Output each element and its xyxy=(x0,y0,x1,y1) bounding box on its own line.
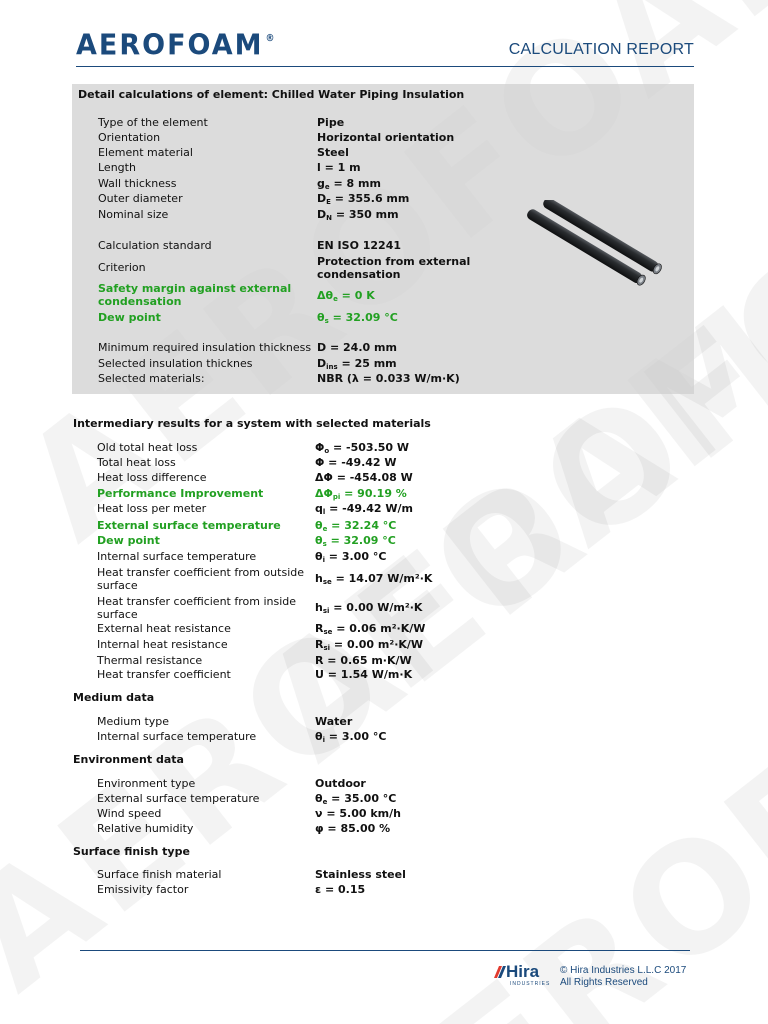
hira-mark-icon xyxy=(492,964,506,980)
medium-heading: Medium data xyxy=(73,691,155,704)
detail-heading: Detail calculations of element: Chilled Water Piping Insulation xyxy=(78,88,465,101)
environment-label: Relative humidity xyxy=(97,822,194,835)
detail-label: Dew point xyxy=(98,311,161,324)
surface-label: Emissivity factor xyxy=(97,883,189,896)
medium-label: Medium type xyxy=(97,715,170,728)
detail-label: Type of the element xyxy=(98,116,208,129)
detail-value: $D_{ins} = 25$ mm xyxy=(317,357,397,371)
detail-label: Selected insulation thicknes xyxy=(98,357,253,370)
detail-value: Pipe xyxy=(317,116,345,129)
medium-label: Internal surface temperature xyxy=(97,730,257,743)
detail-label: Wall thickness xyxy=(98,177,177,190)
header-divider xyxy=(76,66,694,67)
environment-value: ν = 5.00 km/h xyxy=(315,807,401,820)
result-label: Old total heat loss xyxy=(97,441,198,454)
result-label: Heat transfer coefficient from inside surface xyxy=(97,595,297,621)
detail-label: Length xyxy=(98,161,136,174)
environment-value: $\theta_e = 35.00$ °C xyxy=(315,792,397,806)
result-value: $h_{si} = 0.00$ W/m²·K xyxy=(315,601,423,615)
environment-value: φ = 85.00 % xyxy=(315,822,391,835)
surface-value: ε = 0.15 xyxy=(315,883,366,896)
environment-value: Outdoor xyxy=(315,777,366,790)
result-label: External heat resistance xyxy=(97,622,231,635)
detail-label: Outer diameter xyxy=(98,192,183,205)
detail-value: $D_E = 355.6$ mm xyxy=(317,192,410,206)
detail-value: Horizontal orientation xyxy=(317,131,455,144)
report-title: CALCULATION REPORT xyxy=(508,41,694,58)
detail-value: NBR (λ = 0.033 W/m·K) xyxy=(317,372,460,385)
result-value: $\Delta\Phi_{pi} = 90.19$ % xyxy=(315,487,407,501)
environment-heading: Environment data xyxy=(73,753,184,766)
result-label: Heat transfer coefficient xyxy=(97,668,231,681)
aerofoam-logo xyxy=(76,29,275,62)
surface-heading: Surface finish type xyxy=(73,845,190,858)
medium-value: $\theta_i = 3.00$ °C xyxy=(315,730,387,744)
detail-value: EN ISO 12241 xyxy=(317,239,402,252)
result-value: $\Phi_o = -503.50$ W xyxy=(315,441,410,455)
detail-label: Minimum required insulation thickness xyxy=(98,341,312,354)
environment-label: Wind speed xyxy=(97,807,162,820)
result-value: $\theta_e = 32.24$ °C xyxy=(315,519,397,533)
detail-label: Criterion xyxy=(98,261,146,274)
result-label: Internal surface temperature xyxy=(97,550,257,563)
result-value: $\theta_s = 32.09$ °C xyxy=(315,534,396,548)
rights-line: All Rights Reserved xyxy=(560,977,648,988)
result-value: $\theta_i = 3.00$ °C xyxy=(315,550,387,564)
medium-value: Water xyxy=(315,715,353,728)
logo-text: AEROFOAM xyxy=(76,29,264,62)
result-label: External surface temperature xyxy=(97,519,281,532)
detail-value: D = 24.0 mm xyxy=(317,341,397,354)
result-label: Total heat loss xyxy=(97,456,176,469)
detail-value: $\theta_s = 32.09$ °C xyxy=(317,311,398,325)
registered-mark: ® xyxy=(265,33,275,44)
detail-label: Nominal size xyxy=(98,208,169,221)
result-label: Heat loss per meter xyxy=(97,502,207,515)
detail-label: Safety margin against external condensation xyxy=(98,282,292,308)
result-value: ΔΦ = -454.08 W xyxy=(315,471,413,484)
copyright-line: © Hira Industries L.L.C 2017 xyxy=(560,965,687,976)
environment-label: Environment type xyxy=(97,777,196,790)
hira-wordmark: Hira xyxy=(506,962,540,981)
copyright xyxy=(560,965,686,989)
result-value: $R_{se} = 0.06$ m²·K/W xyxy=(315,622,426,636)
result-label: Dew point xyxy=(97,534,160,547)
intermediary-heading: Intermediary results for a system with selected materials xyxy=(73,417,431,430)
detail-label: Orientation xyxy=(98,131,161,144)
result-value: U = 1.54 W/m·K xyxy=(315,668,413,681)
hira-industries: INDUSTRIES xyxy=(510,981,551,987)
footer-divider xyxy=(80,950,690,951)
result-label: Heat transfer coefficient from outside surface xyxy=(97,566,305,592)
environment-label: External surface temperature xyxy=(97,792,260,805)
detail-value: l = 1 m xyxy=(317,161,361,174)
result-value: Φ = -49.42 W xyxy=(315,456,397,469)
result-label: Performance Improvement xyxy=(97,487,264,500)
surface-value: Stainless steel xyxy=(315,868,406,881)
result-label: Heat loss difference xyxy=(97,471,207,484)
surface-label: Surface finish material xyxy=(97,868,222,881)
result-value: $q_l = -49.42$ W/m xyxy=(315,502,413,516)
detail-value: $D_N = 350$ mm xyxy=(317,208,399,222)
detail-value: $\Delta\theta_e = 0$ K xyxy=(317,289,375,303)
detail-value: $g_e = 8$ mm xyxy=(317,177,381,191)
result-label: Internal heat resistance xyxy=(97,638,228,651)
result-label: Thermal resistance xyxy=(97,654,203,667)
detail-value: Protection from external condensation xyxy=(317,255,471,281)
result-value: $h_{se} = 14.07$ W/m²·K xyxy=(315,572,433,586)
detail-label: Calculation standard xyxy=(98,239,212,252)
pipe-illustration xyxy=(524,200,664,300)
result-value: $R_{si} = 0.00$ m²·K/W xyxy=(315,638,424,652)
result-value: R = 0.65 m·K/W xyxy=(315,654,412,667)
detail-label: Selected materials: xyxy=(98,372,205,385)
detail-value: Steel xyxy=(317,146,349,159)
detail-label: Element material xyxy=(98,146,193,159)
